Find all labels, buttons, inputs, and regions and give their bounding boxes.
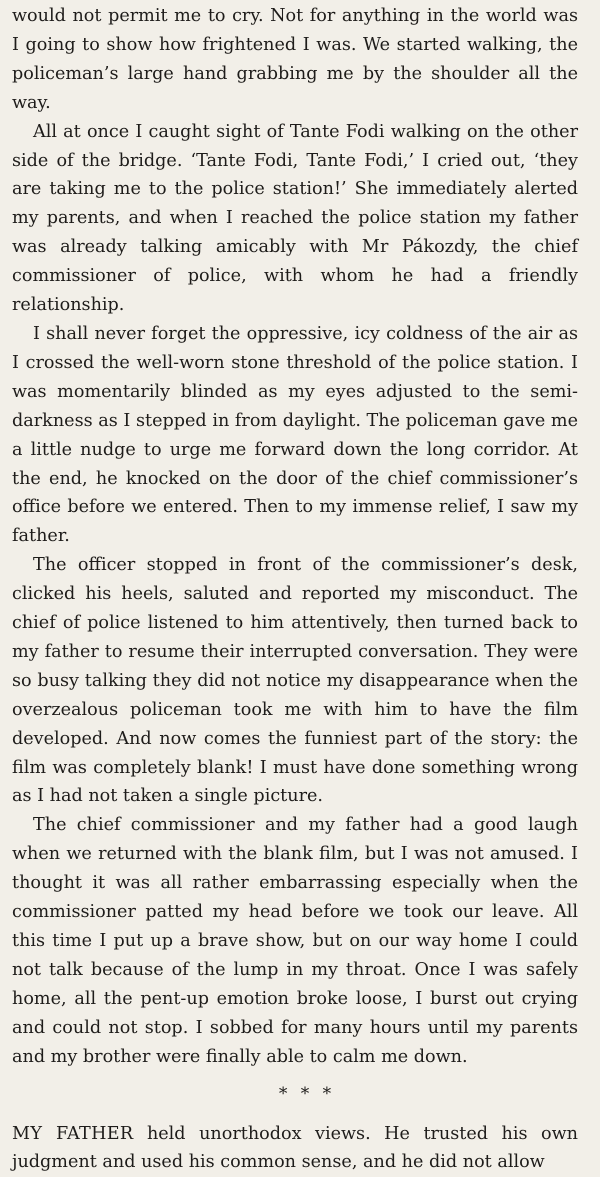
section-lead-words: MY FATHER [12,1123,134,1144]
paragraph-father-views [12,1120,578,1177]
paragraph-tante-fodi: All at once I caught sight of Tante Fodi walking on the other side of the bridge. ‘Tante Fodi, Tante Fodi,’ I cried out, ‘they are taking me to the police station!’ She immediately alerted my parents, and when I reached the police station my father was already talking amicably with Mr Pákozdy, the chief commissioner of police, with whom he had a friendly relationship. [12,121,578,316]
paragraph-blank-film: The chief commissioner and my father had a good laugh when we returned with the blank film, but I was not amused. I thought it was all rather embarrassing especially when the commissioner patted my head before we took our leave. All this time I put up a brave show, but on our way home I could not talk because of the lump in my throat. Once I was safely home, all the pent-up emotion broke loose, I burst out crying and could not stop. I sobbed for many hours until my parents and my brother were finally able to calm me down. [12,815,578,1067]
paragraph-continuation: would not permit me to cry. Not for anything in the world was I going to show how frightened I was. We started walking, the policeman’s large hand grabbing me by the shoulder all the way. [12,6,578,113]
paragraph-commissioner-desk: The officer stopped in front of the commissioner’s desk, clicked his heels, saluted and reported my misconduct. The chief of police listened to him attentively, then turned back to my father to resume their interrupted conversation. They were so busy talking they did not notice my disappearance when the overzealous policeman took me with him to have the film developed. And now comes the funniest part of the story: the film was completely blank! I must have done something wrong as I had not taken a single picture. [12,555,578,807]
paragraph-father-views-text: held unorthodox views. He trusted his own judgment and used his common sense, and he did not allow [12,1123,579,1173]
section-break: * * * [278,1083,336,1104]
paragraph-police-station: I shall never forget the oppressive, icy coldness of the air as I crossed the well-worn stone threshold of the police station. I was momentarily blinded as my eyes adjusted to the semi-darkness as I stepped in from daylight. The policeman gave me a little nudge to urge me forward down the long corridor. At the end, he knocked on the door of the chief commissioner’s office before we entered. Then to my immense relief, I saw my father. [12,323,578,547]
